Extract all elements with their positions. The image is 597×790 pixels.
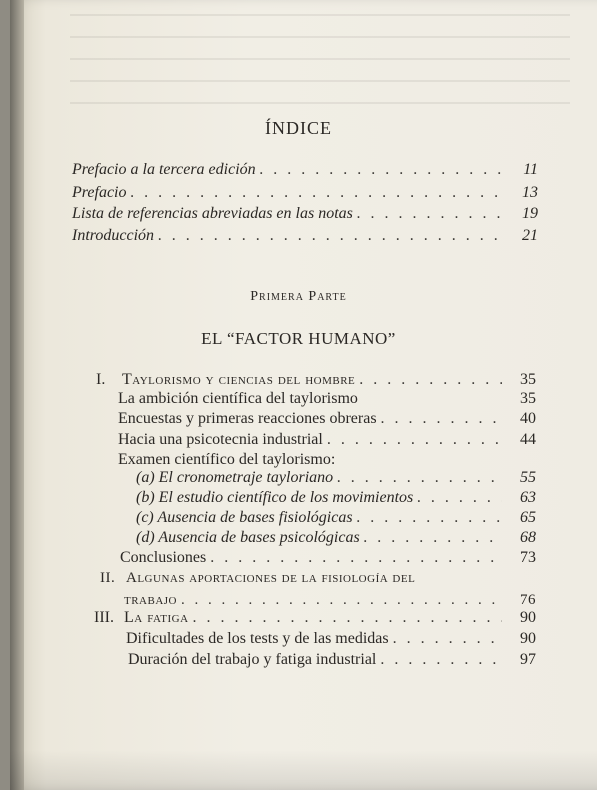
dot-leader	[260, 160, 504, 180]
toc-entry-label: Hacia una psicotecnia industrial	[118, 431, 323, 448]
chapter-title-continued: trabajo	[124, 592, 178, 608]
toc-entry-label: (b) El estudio científico de los movimientos	[136, 489, 414, 506]
toc-chapter-heading	[96, 370, 355, 390]
chapter-title: Algunas aportaciones de la fisiología del	[126, 570, 416, 586]
toc-page-number: 40	[520, 410, 536, 427]
toc-subentry	[118, 409, 536, 429]
dot-leader	[210, 548, 502, 568]
toc-entry-label: Encuestas y primeras reacciones obreras	[118, 410, 377, 427]
toc-entry-label: Prefacio a la tercera edición	[72, 161, 256, 178]
dot-leader	[158, 226, 504, 246]
toc-subentry	[118, 389, 536, 409]
toc-entry-prefacio-tercera	[72, 160, 538, 180]
toc-subentry	[136, 508, 536, 528]
show-through-text	[70, 0, 570, 110]
index-heading: ÍNDICE	[265, 118, 332, 138]
toc-subentry	[118, 430, 536, 450]
dot-leader	[131, 183, 505, 203]
toc-entry-label: Duración del trabajo y fatiga industrial	[128, 651, 377, 668]
toc-chapter-2-line1	[100, 568, 415, 588]
toc-entry-label: (c) Ausencia de bases fisiológicas	[136, 509, 353, 526]
toc-page-number: 44	[520, 431, 536, 448]
toc-subentry	[120, 548, 536, 568]
toc-chapter-3	[94, 608, 536, 628]
chapter-title: Taylorismo y ciencias del hombre	[122, 371, 356, 388]
dot-leader	[193, 608, 502, 628]
part-title: EL “FACTOR HUMANO”	[201, 329, 396, 348]
toc-entry-label: Conclusiones	[120, 549, 207, 566]
page-bottom-shade	[10, 750, 597, 790]
toc-page-number: 90	[520, 609, 536, 626]
toc-subentry	[136, 468, 536, 488]
toc-subentry	[136, 488, 536, 508]
toc-entry-label: Lista de referencias abreviadas en las notas	[72, 205, 353, 222]
toc-page-number: 35	[520, 390, 536, 407]
chapter-numeral: II.	[100, 570, 116, 586]
toc-entry-prefacio	[72, 183, 538, 203]
toc-page-number: 55	[520, 469, 536, 486]
dot-leader	[357, 204, 504, 224]
toc-entry-label: (a) El cronometraje tayloriano	[136, 469, 334, 486]
toc-entry-introduccion	[72, 226, 538, 246]
dot-leader	[364, 528, 502, 548]
dot-leader	[181, 590, 502, 610]
toc-entry-label: Prefacio	[72, 184, 127, 201]
toc-page-number: 68	[520, 529, 536, 546]
toc-page-number: 65	[520, 509, 536, 526]
toc-subheading: Examen científico del taylorismo:	[118, 451, 336, 468]
dot-leader	[393, 629, 502, 649]
toc-page-number: 73	[520, 549, 536, 566]
toc-entry-label: La ambición científica del taylorismo	[118, 390, 358, 407]
toc-page-number: 13	[522, 184, 538, 201]
toc-subentry	[126, 629, 536, 649]
chapter-title: La fatiga	[124, 609, 189, 626]
chapter-numeral: III.	[94, 609, 114, 626]
toc-page-number: 11	[523, 161, 538, 178]
dot-leader	[380, 650, 502, 670]
dot-leader	[381, 409, 502, 429]
toc-chapter-1	[96, 370, 536, 390]
dot-leader	[337, 468, 502, 488]
toc-page-number: 97	[520, 651, 536, 668]
toc-page-number: 35	[520, 371, 536, 388]
dot-leader	[359, 370, 502, 390]
toc-entry-label: (d) Ausencia de bases psicológicas	[136, 529, 360, 546]
toc-subentry	[136, 528, 536, 548]
toc-page-number: 19	[522, 205, 538, 222]
toc-chapter-heading	[94, 608, 189, 628]
toc-chapter-2-line2	[124, 590, 536, 610]
toc-page-number: 76	[520, 592, 536, 608]
part-label: Primera Parte	[250, 289, 347, 304]
toc-page-number: 21	[522, 227, 538, 244]
chapter-numeral: I.	[96, 371, 106, 388]
dot-leader	[417, 488, 502, 508]
dot-leader	[327, 430, 502, 450]
toc-entry-label: Dificultades de los tests y de las medidas	[126, 630, 389, 647]
toc-entry-referencias	[72, 204, 538, 224]
toc-entry-label: Introducción	[72, 227, 155, 244]
dot-leader	[357, 508, 502, 528]
toc-subentry	[128, 650, 536, 670]
toc-page-number: 90	[520, 630, 536, 647]
toc-page-number: 63	[520, 489, 536, 506]
